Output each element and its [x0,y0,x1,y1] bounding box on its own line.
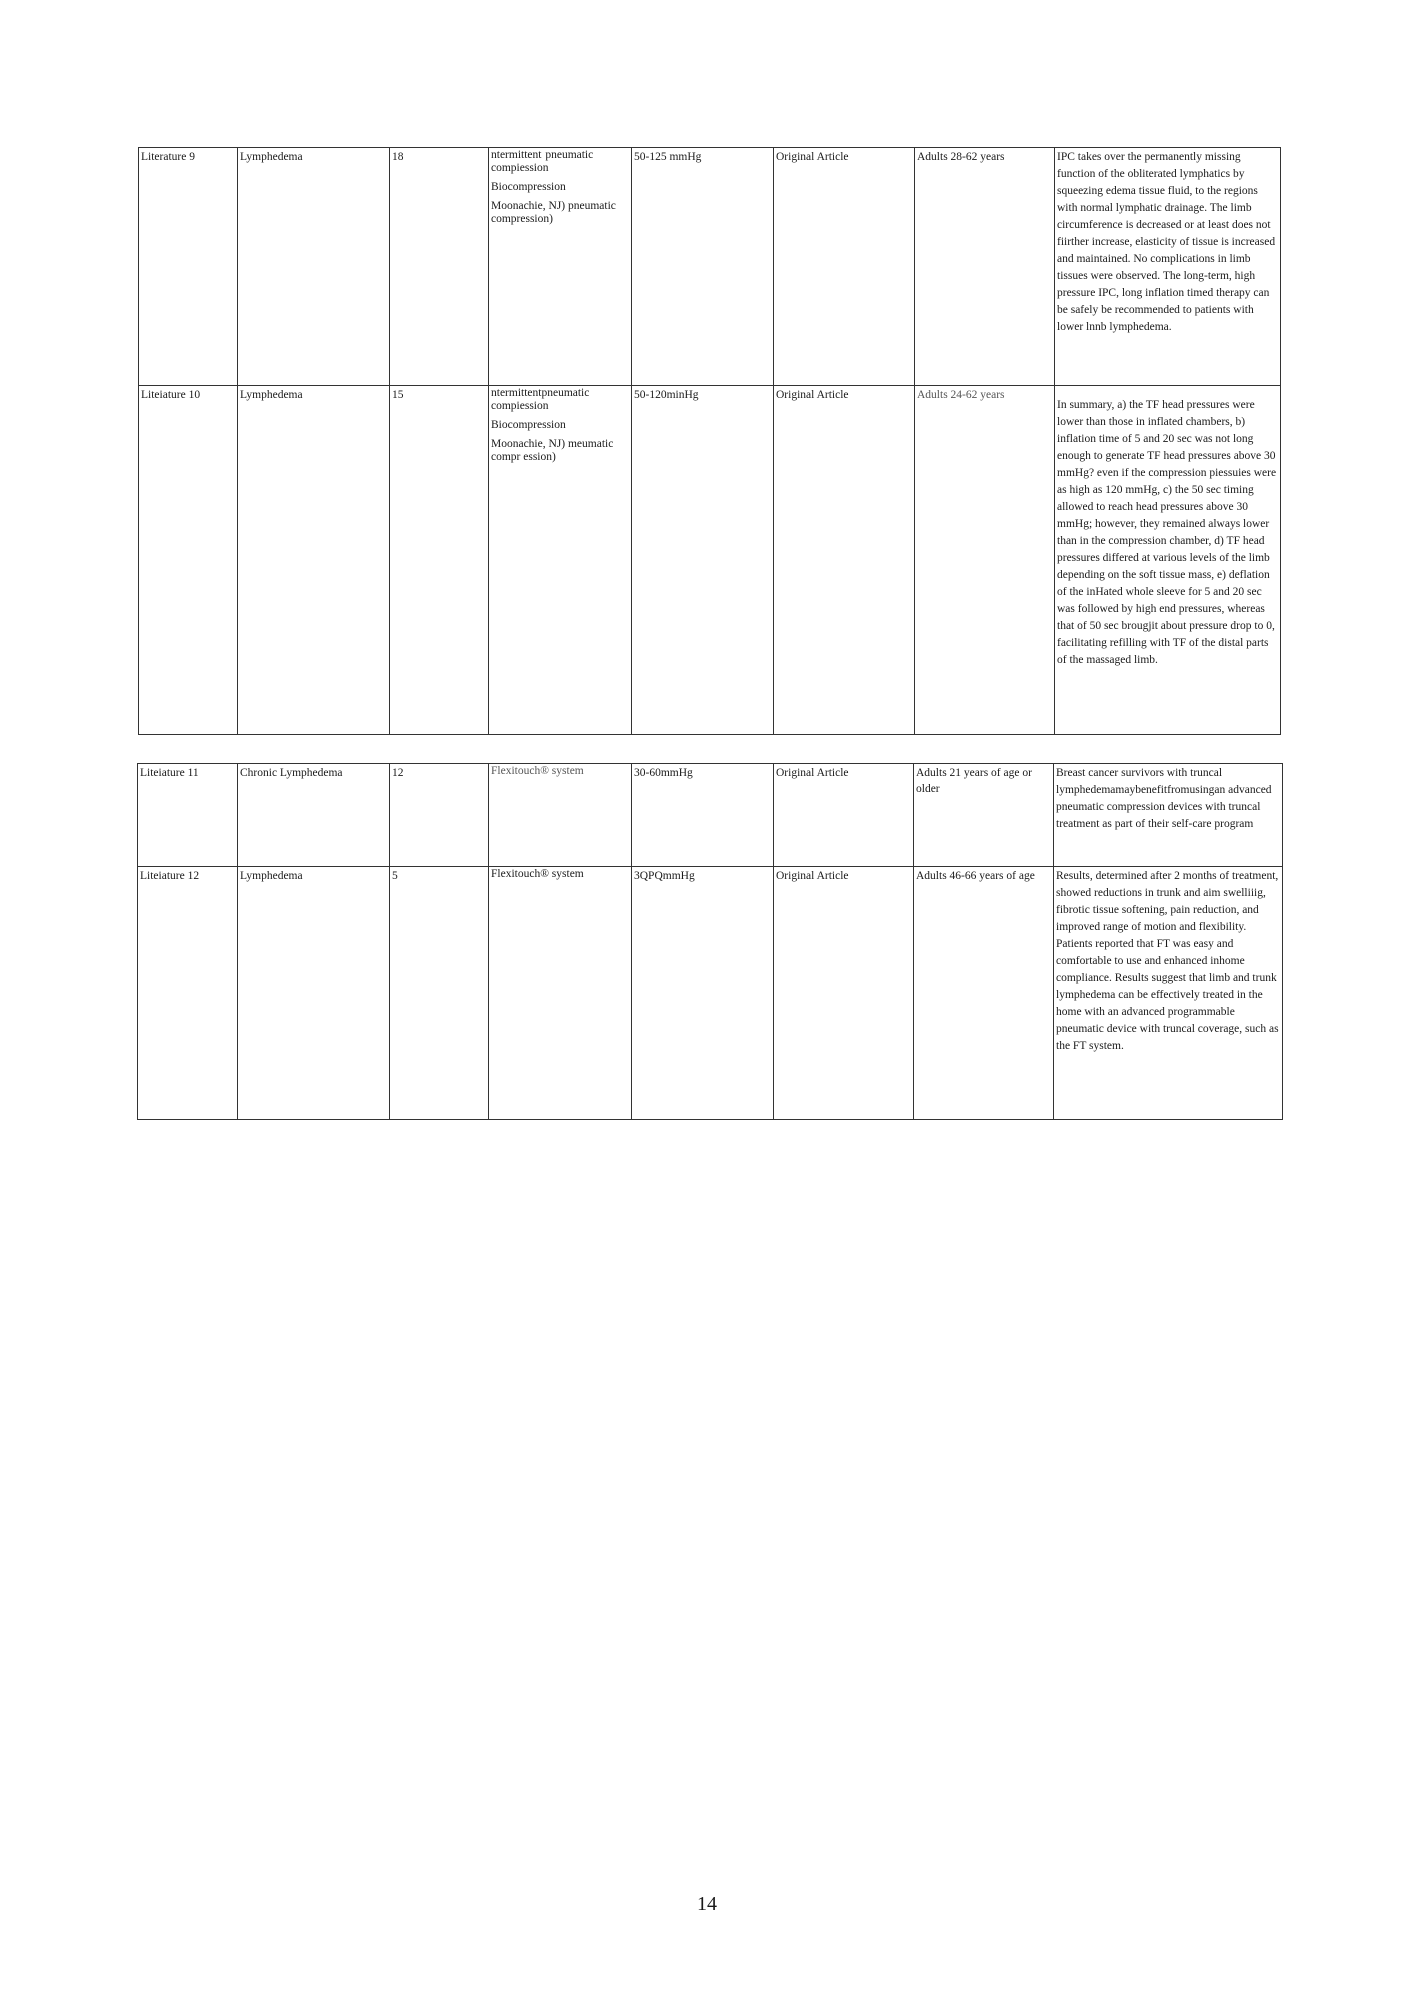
article-type-cell: Original Article [774,386,915,735]
population-cell: Adults 21 years of age or older [914,764,1054,867]
device-line: Moonachie, NJ) meumatic compr ession) [491,438,614,463]
device-line: Moonachie, NJ) pneumatic compression) [491,200,616,225]
table-row [138,867,1283,1120]
device-line: Flexitouch® system [491,765,584,777]
table-row [139,148,1281,386]
sample-size-cell: 12 [390,764,489,867]
literature-table-2 [137,763,1283,1120]
sample-size-cell: 18 [390,148,489,386]
article-type-cell: Original Article [774,867,914,1120]
literature-cell: Liteiature 11 [138,764,238,867]
pressure-cell: 50-120minHg [632,386,774,735]
device-line: Flexitouch® system [491,868,584,880]
literature-cell: Liteiature 12 [138,867,238,1120]
device-line: Biocompression [491,181,566,193]
article-type-cell: Original Article [774,148,915,386]
population-cell: Adults 24-62 years [915,386,1055,735]
table-row [139,386,1281,735]
device-line: ntermittent pneumatic compiession [491,149,594,174]
literature-cell: Literature 9 [139,148,238,386]
device-cell [489,386,632,735]
device-line: ntermittentpneumatic compiession [491,387,590,412]
table-row [138,764,1283,867]
pressure-cell: 30-60mmHg [632,764,774,867]
disease-cell: Lymphedema [238,386,390,735]
conclusion-cell: Breast cancer survivors with truncal lymphedemamaybenefitfromusingan advanced pneumatic compression devices with truncal treatment as part of their self-care program [1054,764,1283,867]
population-cell: Adults 46-66 years of age [914,867,1054,1120]
article-type-cell: Original Article [774,764,914,867]
literature-cell: Liteiature 10 [139,386,238,735]
disease-cell: Chronic Lymphedema [238,764,390,867]
literature-table-1 [138,147,1281,735]
page-number: 14 [697,1893,717,1915]
device-line: Biocompression [491,419,566,431]
pressure-cell: 3QPQmmHg [632,867,774,1120]
pressure-cell: 50-125 mmHg [632,148,774,386]
sample-size-cell: 5 [390,867,489,1120]
conclusion-cell: Results, determined after 2 months of treatment, showed reductions in trunk and aim swelliiig, fibrotic tissue softening, pain reduction, and improved range of motion and flexibility. Patients reported that FT was easy and comfortable to use and enhanced inhome compliance. Results suggest that limb and trunk lymphedema can be effectively treated in the home with an advanced programmable pneumatic device with truncal coverage, such as the FT system. [1054,867,1283,1120]
population-cell: Adults 28-62 years [915,148,1055,386]
device-cell [489,867,632,1120]
disease-cell: Lymphedema [238,867,390,1120]
conclusion-cell: In summary, a) the TF head pressures were lower than those in inflated chambers, b) inflation time of 5 and 20 sec was not long enough to generate TF head pressures above 30 mmHg? even if the compression piessuies were as high as 120 mmHg, c) the 50 sec timing allowed to reach head pressures above 30 mmHg; however, they remained always lower than in the compression chamber, d) TF head pressures differed at various levels of the limb depending on the soft tissue mass, e) deflation of the inHated whole sleeve for 5 and 20 sec was followed by high end pressures, whereas that of 50 sec brougjit about pressure drop to 0, facilitating refilling with TF of the distal parts of the massaged limb. [1055,386,1281,735]
device-cell [489,148,632,386]
conclusion-cell: IPC takes over the permanently missing function of the obliterated lymphatics by squeezing edema tissue fluid, to the regions with normal lymphatic drainage. The limb circumference is decreased or at least does not fiirther increase, elasticity of tissue is increased and maintained. No complications in limb tissues were observed. The long-term, high pressure IPC, long inflation timed therapy can be safely be recommended to patients with lower lnnb lymphedema. [1055,148,1281,386]
disease-cell: Lymphedema [238,148,390,386]
sample-size-cell: 15 [390,386,489,735]
device-cell [489,764,632,867]
